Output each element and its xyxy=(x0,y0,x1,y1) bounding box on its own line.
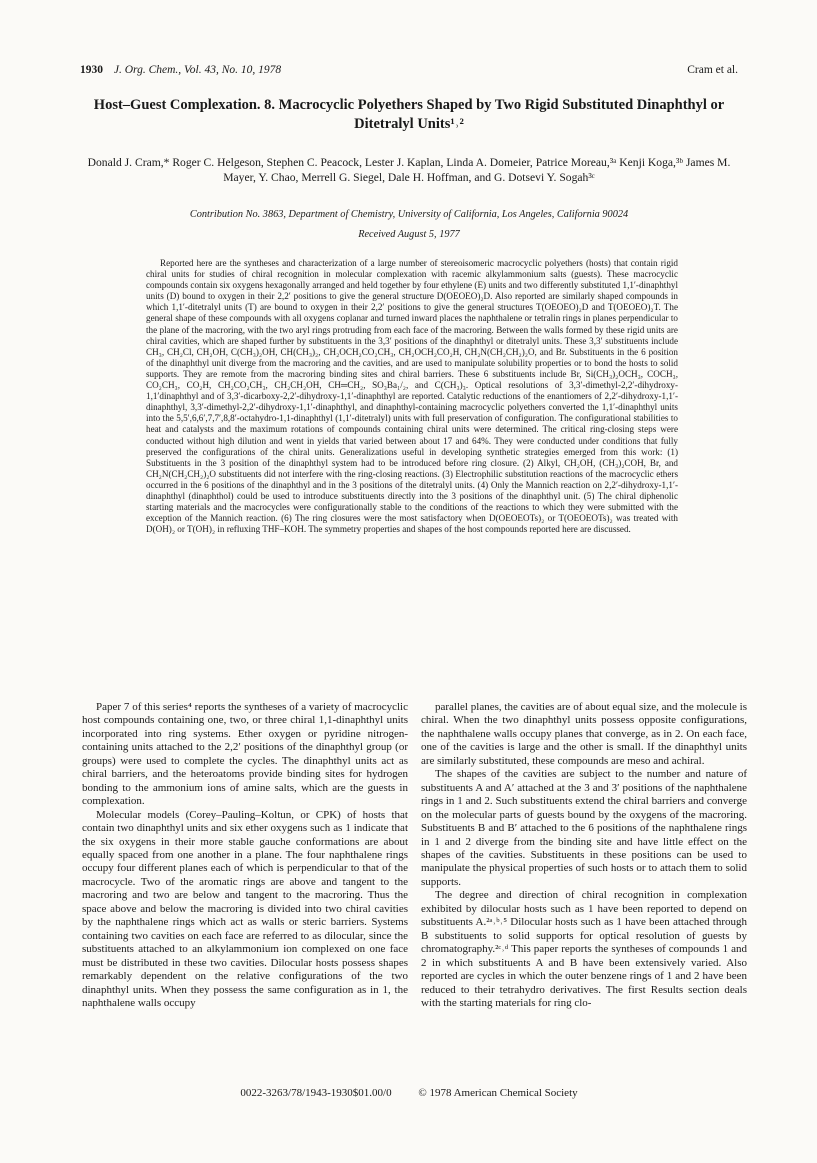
body-paragraph: The shapes of the cavities are subject to the number and nature of substituents A and A′ attached at the 3 and 3′ positions of the naphthalene rings in 1 and 2. Such substituents extend the chiral barriers and converge on the molecular parts of guests bound by the oxygens of the macroring. Substituents B and B′ attached to the 6 positions of the naphthalene rings in 1 and 2 diverge from the binding site and have little effect on the shapes of the cavities. Substituents in these positions can be used to manipulate the physical properties of such hosts or to attach them to solid supports. xyxy=(421,768,747,888)
body-paragraph: The degree and direction of chiral recognition in complexation exhibited by dilocular hosts such as 1 have been reported to depend on substituents A.²ᵃ˒ᵇ˒⁵ Dilocular hosts such as 1 have been attached through B substituents to solid supports for optical resolution of guests by chromatography.²ᶜ˒ᵈ This paper reports the syntheses of compounds 1 and 2 in which substituents A and B have been extensively varied. Also reported are cycles in which the outer benzene rings of 1 and 2 have been reduced to their tetrahydro derivatives. The first Results section deals with the starting materials for ring clo- xyxy=(421,889,747,1009)
running-head-left xyxy=(80,64,281,76)
page-footer xyxy=(80,1087,738,1099)
abstract-text: Reported here are the syntheses and characterization of a large number of stereoisomeric macrocyclic polyethers (hosts) that contain rigid chiral units for studies of chiral recognition in molecular complexation with racemic alkylammonium salts (guests). These macrocyclic compounds contain six oxygens hexagonally arranged and held together by four ethylene (E) units and two differently substituted 1,1′-dinaphthyl units (D) bound to oxygen in their 2,2′ positions to give the general structure D(OEOEO)₂D. Also reported are similarly shaped compounds in which 1,1′-ditetralyl units (T) are bound to oxygen in their 2,2′ positions to give the general structures T(OEOEO)₂D and T(OEOEO)₂T. The general shape of these compounds with all oxygens coplanar and turned inward places the naphthalene or tetralin rings in planes perpendicular to the plane of the macroring, with the two aryl rings protruding from each face of the macroring. Between the walls formed by these rigid units are chiral cavities, which are shaped further by substituents in the 3,3′ positions of the dinaphthyl or ditetralyl units. These 3,3′ substituents include CH₃, CH₂Cl, CH₂OH, C(CH₃)₂OH, CH(CH₃)₂, CH₂OCH₂CO₂CH₃, CH₂OCH₂CO₂H, CH₂N(CH₂CH₂)₂O, and Br. Substituents in the 6 position of the dinaphthyl unit diverge from the macroring and the cavities, and are used to manipulate solubility properties or to bond the hosts to solid supports. They are remote from the macroring binding sites and chiral barriers. These 6 substituents include Br, Si(CH₃)₂OCH₃, COCH₃, CO₂CH₃, CO₂H, CH₂CO₂CH₃, CH₂CH₂OH, CH═CH₂, SO₃Ba₁/₂, and C(CH₃)₃. Optical resolutions of 3,3′-dimethyl-2,2′-dihydroxy-1,1′dinaphthyl and of 3,3′-dicarboxy-2,2′-dihydroxy-1,1′-dinaphthyl are reported. Catalytic reductions of the enantiomers of 2,2′-dihydroxy-1,1′-dinaphthyl, 3,3′-dimethyl-2,2′-dihydroxy-1,1′-dinaphthyl, and dinaphthyl-containing macrocyclic polyethers converted the 1,1′-dinaphthyl units into the 5,5′,6,6′,7,7′,8,8′-octahydro-1,1-dinaphthyl (1,1′-ditetralyl) units with full preservation of configuration. The configurational stabilities to heat and catalysts and the maximum rotations of compounds containing chiral units were determined. The critical ring-closing steps were conducted without high dilution and went in yields that varied between about 17 and 64%. They were conducted under conditions that fully preserved the configurations of the chiral units. Generalizations useful in developing synthetic strategies emerged from this work: (1) Substituents in the 3 position of the dinaphthyl system had to be introduced before ring closure. (2) Alkyl, CH₂OH, (CH₃)₂COH, Br, and CH₂N(CH₂CH₂)₂O substituents did not interfere with the ring-closing reactions. (3) Electrophilic substitution reactions of the macrocyclic ethers occurred in the 6 positions of the dinaphthyl and in the 3 positions of the ditetralyl units. (4) Only the Mannich reaction on 2,2′-dihydroxy-1,1′-dinaphthyl (dinaphthol) could be used to introduce substituents directly into the 3 positions of the dinaphthyl unit. (5) The chiral diphenolic starting materials and the macrocycles were configurationally stable to the conditions of the reactions to which they were submitted with the exception of the Mannich reaction. (6) The ring closures were the most satisfactory when D(OEOEOTs)₂ or T(OEOEOTs)₂ was treated with D(OH)₂ or T(OH)₂ in refluxing THF–KOH. The symmetry properties and shapes of the host compounds reported here are discussed. xyxy=(146,258,678,535)
article-code: 0022-3263/78/1943-1930$01.00/0 xyxy=(240,1087,392,1099)
body-paragraph: Molecular models (Corey–Pauling–Koltun, or CPK) of hosts that contain two dinaphthyl units and six ether oxygens such as 1 indicate that the six oxygens in their more stable gauche conformations are about equally spaced from one another in a plane. The four naphthalene rings occupy four different planes each of which is perpendicular to that of the macrocycle. Two of the aromatic rings are above and tangent to the macroring and two are below and tangent to the macroring. Thus the space above and below the macroring is divided into two chiral cavities by the naphthalene rings which act as walls or steric barriers. Systems containing two cavities on each face are referred to as dilocular, since the substituents attached to an alkylammonium ion complexed on one face must be distributed in these two cavities. Dilocular hosts possess shapes remarkably dependent on the relative configurations of the two dinaphthyl units. When they possess the same configuration as in 1, the naphthalene walls occupy xyxy=(82,808,408,1009)
body-column-right xyxy=(421,701,747,1010)
abstract xyxy=(146,258,678,535)
affiliation: Contribution No. 3863, Department of Chemistry, University of California, Los Angeles, California 90024 xyxy=(189,209,629,220)
body-paragraph: Paper 7 of this series⁴ reports the syntheses of a variety of macrocyclic host compounds containing one, two, or three chiral 1,1-dinaphthyl units incorporated into ring systems. Ether oxygen or pyridine nitrogen-containing units attached to the 2,2′ positions of the dinaphthyl group (or groups) were used to complete the cycles. The dinaphthyl units act as chiral barriers, and the heteroatoms provide binding sites for hydrogen bonding to the ammonium ions of amine salts, which are the guests in complexation. xyxy=(82,701,408,808)
running-author: Cram et al. xyxy=(687,64,738,76)
received-date: Received August 5, 1977 xyxy=(358,229,460,240)
author-list: Donald J. Cram,* Roger C. Helgeson, Stephen C. Peacock, Lester J. Kaplan, Linda A. Domeier, Patrice Moreau,³ᵃ Kenji Koga,³ᵇ James M. Mayer, Y. Chao, Merrell G. Siegel, Dale H. Hoffman, and G. Dotsevi Y. Sogah³ᶜ xyxy=(87,156,731,184)
article-title: Host–Guest Complexation. 8. Macrocyclic Polyethers Shaped by Two Rigid Substituted Dinaphthyl or Ditetralyl Units¹˒² xyxy=(93,97,725,132)
copyright: © 1978 American Chemical Society xyxy=(418,1087,578,1099)
journal-citation: J. Org. Chem., Vol. 43, No. 10, 1978 xyxy=(113,64,282,76)
running-head xyxy=(80,64,738,76)
body-paragraph: parallel planes, the cavities are of about equal size, and the molecule is chiral. When the two dinaphthyl units possess opposite configurations, the naphthalene walls occupy planes that converge, as in 2. On each face, one of the cavities is large and the other is small. If the dinaphthyl units are similarly substituted, these compounds are meso and achiral. xyxy=(421,701,747,767)
body-column-left xyxy=(82,701,408,1010)
page-number: 1930 xyxy=(80,64,103,76)
